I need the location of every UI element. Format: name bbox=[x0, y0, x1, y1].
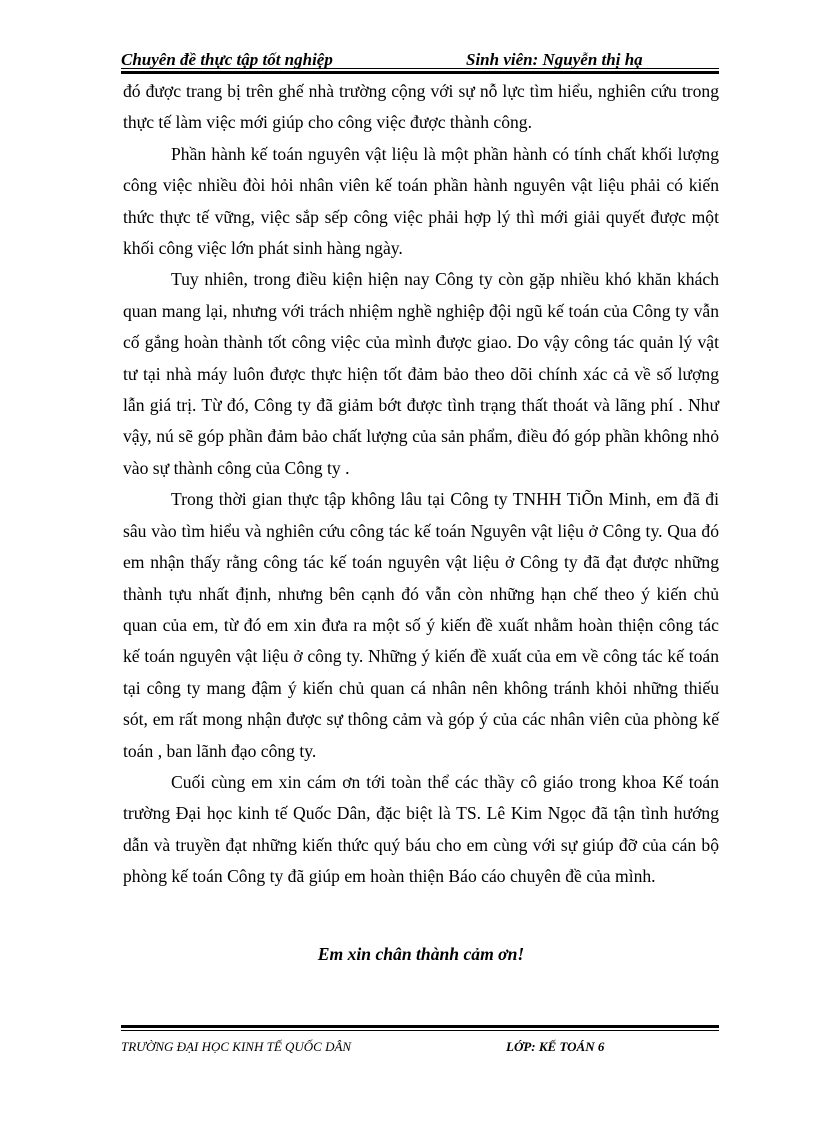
student-name: Sinh viên: Nguyễn thị hạ bbox=[466, 50, 643, 69]
report-title: Chuyên đề thực tập tốt nghiệp bbox=[121, 50, 333, 69]
paragraph-company-conditions: Tuy nhiên, trong điều kiện hiện nay Công ty còn gặp nhiều khó khăn khách quan mang lại, nhưng với trách nhiệm nghề nghiệp đội ngũ kế toán của Công ty vẫn cố gắng hoàn thành tốt công việc của mình được giao. Do vậy công tác quản lý vật tư tại nhà máy luôn được thực hiện tốt đảm bảo theo dõi chính xác cả về số lượng lẫn giá trị. Từ đó, Công ty đã giảm bớt được tình trạng thất thoát và lãng phí . Như vậy, nú sẽ góp phần đảm bảo chất lượng của sản phẩm, điều đó góp phần không nhỏ vào sự thành công của Công ty . bbox=[123, 269, 719, 478]
footer-divider bbox=[121, 1025, 719, 1031]
school-name: TRƯỜNG ĐẠI HỌC KINH TẾ QUỐC DÂN bbox=[121, 1039, 352, 1054]
document-body bbox=[123, 76, 719, 893]
class-name: LỚP: KẾ TOÁN 6 bbox=[506, 1039, 605, 1054]
header-divider bbox=[121, 68, 719, 74]
page-footer bbox=[121, 1025, 719, 1065]
closing-thanks: Em xin chân thành cảm ơn! bbox=[317, 944, 525, 964]
page-header bbox=[121, 48, 719, 74]
paragraph-material-accounting: Phần hành kế toán nguyên vật liệu là một phần hành có tính chất khối lượng công việc nhiều đòi hỏi nhân viên kế toán phần hành nguyên vật liệu phải có kiến thức thực tế vững, việc sắp sếp công việc phải hợp lý thì mới giải quyết được một khối công việc lớn phát sinh hàng ngày. bbox=[123, 143, 719, 259]
paragraph-acknowledgements: Cuối cùng em xin cám ơn tới toàn thể các thầy cô giáo trong khoa Kế toán trường Đại học kinh tế Quốc Dân, đặc biệt là TS. Lê Kim Ngọc đã tận tình hướng dẫn và truyền đạt những kiến thức quý báu cho em cùng với sự giúp đỡ của cán bộ phòng kế toán Công ty đã giúp em hoàn thiện Báo cáo chuyên đề của mình. bbox=[123, 771, 719, 887]
paragraph-internship: Trong thời gian thực tập không lâu tại Công ty TNHH TiÕn Minh, em đã đi sâu vào tìm hiểu và nghiên cứu công tác kế toán Nguyên vật liệu ở Công ty. Qua đó em nhận thấy rằng công tác kế toán nguyên vật liệu ở Công ty đã đạt được những thành tựu nhất định, nhưng bên cạnh đó vẫn còn những hạn chế theo ý kiến chủ quan của em, từ đó em xin đưa ra một số ý kiến đề xuất nhằm hoàn thiện công tác kế toán nguyên vật liệu ở công ty. Những ý kiến đề xuất của em về công tác kế toán tại công ty mang đậm ý kiến chủ quan cá nhân nên không tránh khỏi những thiếu sót, em rất mong nhận được sự thông cảm và góp ý của các nhân viên của phòng kế toán , ban lãnh đạo công ty. bbox=[123, 489, 719, 761]
paragraph-continuation: đó được trang bị trên ghế nhà trường cộng với sự nỗ lực tìm hiểu, nghiên cứu trong thực tế làm việc mới giúp cho công việc được thành công. bbox=[123, 81, 719, 133]
